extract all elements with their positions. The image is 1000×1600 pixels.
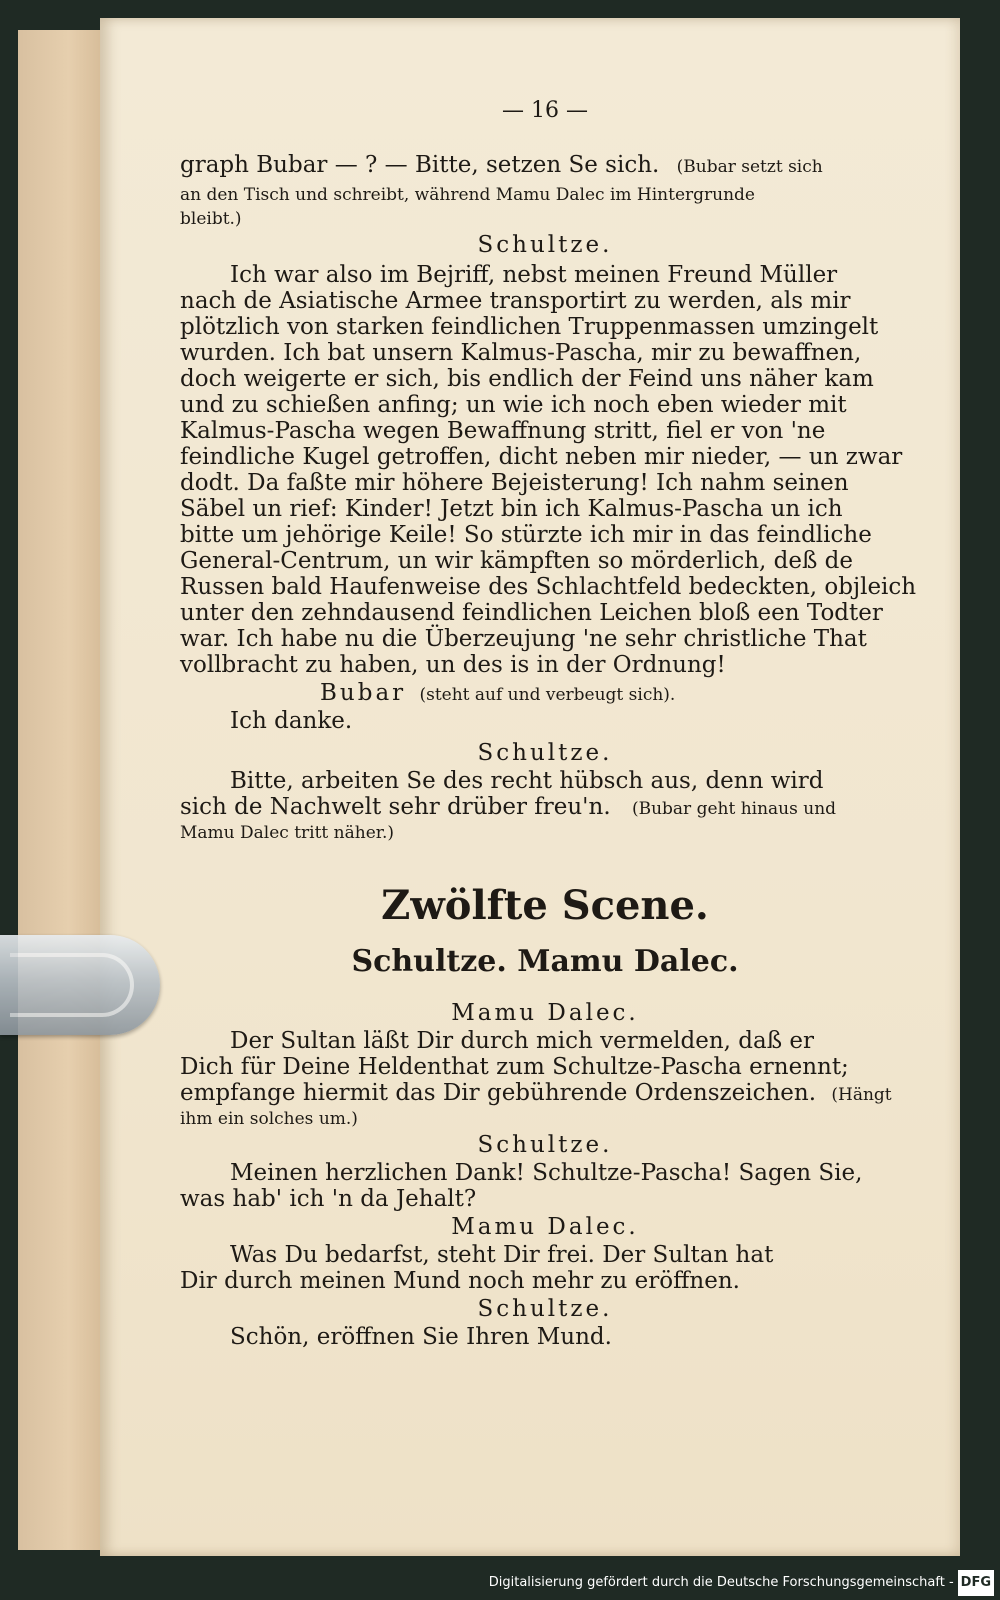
digitization-credit [489,1570,994,1596]
text-line: vollbracht zu haben, un des is in der Ordnung! [180,652,726,678]
text-line: Was Du bedarfst, steht Dir frei. Der Sultan hat [230,1242,774,1268]
speaker-name: Schultze. [477,740,613,766]
text-run: graph Bubar — ? — Bitte, setzen Se sich. [180,152,660,178]
text-line: Russen bald Haufenweise des Schlachtfeld bedeckten, objleich [180,574,917,600]
text-line: dodt. Da faßte mir höhere Bejeisterung! Ich nahm seinen [180,470,849,496]
text-line: bitte um jehörige Keile! So stürzte ich mir in das feindliche [180,522,872,548]
text-line [180,794,910,822]
speaker-name: Bubar [320,680,407,706]
scene-heading: Zwölfte Scene. [381,882,709,929]
text-line: plötzlich von starken feindlichen Truppenmassen umzingelt [180,314,879,340]
text-line: Schön, eröffnen Sie Ihren Mund. [230,1324,612,1350]
text-line: wurden. Ich bat unsern Kalmus-Pascha, mir zu bewaffnen, [180,340,862,366]
speaker-name: Schultze. [477,1132,613,1158]
text-line [180,152,910,180]
book-edge-left [18,30,112,1550]
text-line: Der Sultan läßt Dir durch mich vermelden, daß er [230,1028,815,1054]
text-line: was hab' ich 'n da Jehalt? [180,1186,477,1212]
text-line: Meinen herzlichen Dank! Schultze-Pascha! Sagen Sie, [230,1160,863,1186]
speaker-name: Mamu Dalec. [451,1214,639,1240]
scene-cast: Schultze. Mamu Dalec. [351,944,739,979]
page-text [180,0,917,1600]
text-line: Kalmus-Pascha wegen Bewaffnung stritt, fiel er von 'ne [180,418,826,444]
dfg-logo: DFG [958,1570,994,1596]
text-run: sich de Nachwelt sehr drüber freu'n. [180,794,611,820]
text-line: Ich war also im Bejriff, nebst meinen Freund Müller [230,262,838,288]
stage-direction: (Bubar geht hinaus und [631,799,837,819]
speaker-name: Schultze. [477,1296,613,1322]
text-line: Dir durch meinen Mund noch mehr zu eröffnen. [180,1268,740,1294]
stage-direction: an den Tisch und schreibt, während Mamu Dalec im Hintergrunde [180,185,755,205]
stage-direction: (Hängt [831,1085,892,1105]
text-run: empfange hiermit das Dir gebührende Ordenszeichen. [180,1080,817,1106]
text-line [180,680,1000,708]
text-line: und zu schießen anfing; un wie ich noch eben wieder mit [180,392,847,418]
text-line [180,1080,910,1108]
text-line: nach de Asiatische Armee transportirt zu werden, als mir [180,288,851,314]
text-line: Bitte, arbeiten Se des recht hübsch aus, denn wird [230,768,824,794]
text-line: unter den zehndausend feindlichen Leichen bloß een Todter [180,600,883,626]
stage-direction: bleibt.) [180,209,242,229]
credit-text: Digitalisierung gefördert durch die Deutsche Forschungsgemeinschaft - [488,1575,954,1590]
stage-direction: (steht auf und verbeugt sich). [419,685,676,705]
speaker-name: Mamu Dalec. [451,1000,639,1026]
metal-clip [0,935,160,1035]
text-line: General-Centrum, un wir kämpften so mörderlich, deß de [180,548,854,574]
stage-direction: Mamu Dalec tritt näher.) [180,823,395,843]
text-line: feindliche Kugel getroffen, dicht neben mir nieder, — un zwar [180,444,903,470]
text-line: Dich für Deine Heldenthat zum Schultze-Pascha ernennt; [180,1054,849,1080]
page-number: — 16 — [502,98,588,123]
text-line: Ich danke. [230,708,353,734]
text-line: Säbel un rief: Kinder! Jetzt bin ich Kalmus-Pascha un ich [180,496,843,522]
stage-direction: ihm ein solches um.) [180,1109,358,1129]
text-line: doch weigerte er sich, bis endlich der Feind uns näher kam [180,366,874,392]
speaker-name: Schultze. [477,232,613,258]
text-line: war. Ich habe nu die Überzeujung 'ne sehr christliche That [180,626,867,652]
stage-direction: (Bubar setzt sich [676,157,823,177]
